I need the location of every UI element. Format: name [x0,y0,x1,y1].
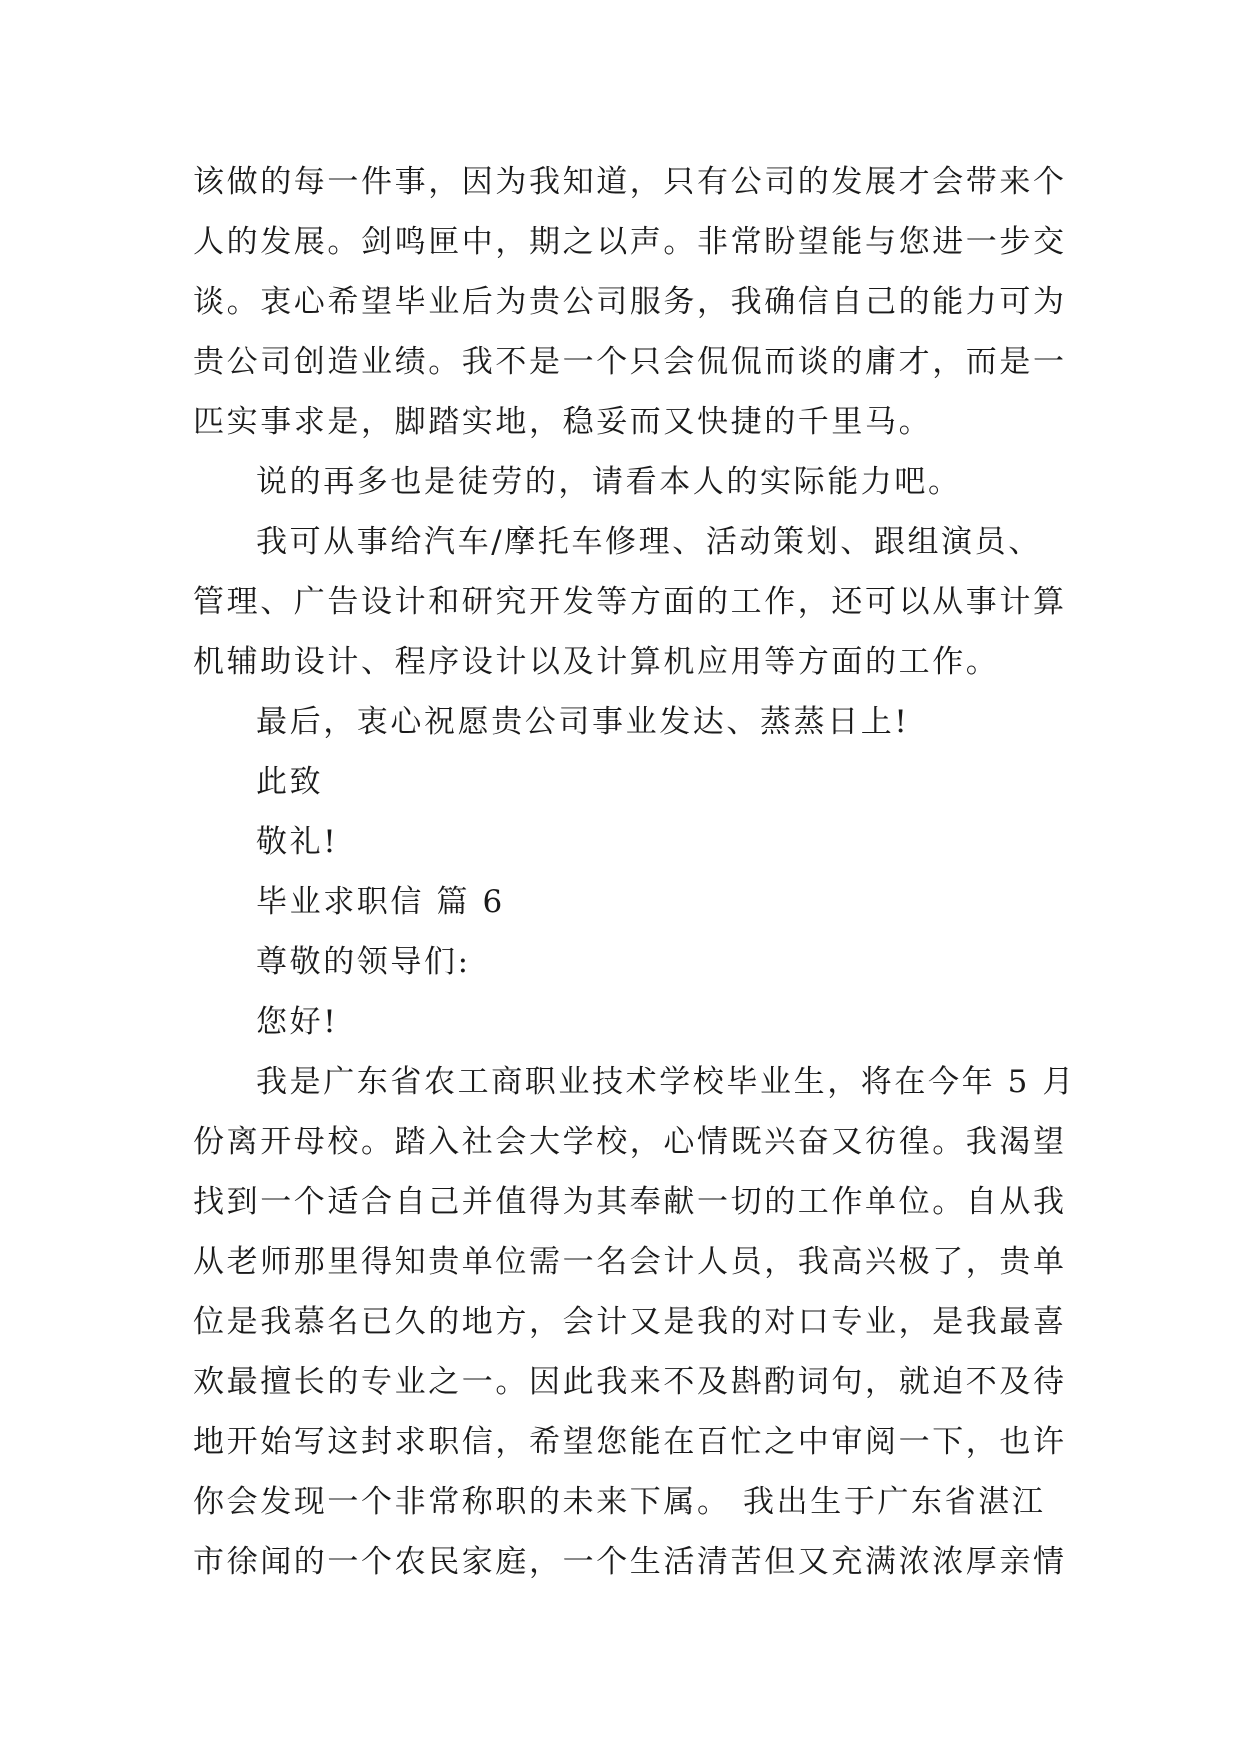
text-line: 我可从事给汽车/摩托车修理、活动策划、跟组演员、 [256,524,1042,560]
letter-body [193,152,1077,1592]
text-line: 人的发展。剑鸣匣中，期之以声。非常盼望能与您进一步交 [193,224,1067,260]
text-line: 机辅助设计、程序设计以及计算机应用等方面的工作。 [193,644,1000,680]
closing-regards: 敬礼! [256,824,339,860]
text-line: 谈。衷心希望毕业后为贵公司服务，我确信自己的能力可为 [193,284,1067,320]
text-line: 管理、广告设计和研究开发等方面的工作，还可以从事计算 [193,584,1067,620]
greeting-line: 尊敬的领导们: [256,944,471,980]
greeting-hello: 您好! [256,1004,339,1040]
text-line: 该做的每一件事，因为我知道，只有公司的发展才会带来个 [193,164,1067,200]
section-heading: 毕业求职信 篇 6 [256,884,505,920]
text-line: 贵公司创造业绩。我不是一个只会侃侃而谈的庸才，而是一 [193,344,1067,380]
text-line: 从老师那里得知贵单位需一名会计人员，我高兴极了，贵单 [193,1244,1067,1280]
text-line: 地开始写这封求职信，希望您能在百忙之中审阅一下，也许 [193,1424,1067,1460]
text-line: 份离开母校。踏入社会大学校，心情既兴奋又彷徨。我渴望 [193,1124,1067,1160]
text-line: 说的再多也是徒劳的，请看本人的实际能力吧。 [256,464,962,500]
text-line: 位是我慕名已久的地方，会计又是我的对口专业，是我最喜 [193,1304,1067,1340]
text-line: 欢最擅长的专业之一。因此我来不及斟酌词句，就迫不及待 [193,1364,1067,1400]
text-line: 匹实事求是，脚踏实地，稳妥而又快捷的千里马。 [193,404,933,440]
text-line: 市徐闻的一个农民家庭，一个生活清苦但又充满浓浓厚亲情 [193,1544,1067,1580]
text-line: 最后，衷心祝愿贵公司事业发达、蒸蒸日上! [256,704,910,740]
text-line: 你会发现一个非常称职的未来下属。 我出生于广东省湛江 [193,1484,1046,1520]
text-line: 我是广东省农工商职业技术学校毕业生，将在今年 5 月 [256,1064,1077,1100]
closing-salutation: 此致 [256,764,324,800]
text-line: 找到一个适合自己并值得为其奉献一切的工作单位。自从我 [193,1184,1067,1220]
